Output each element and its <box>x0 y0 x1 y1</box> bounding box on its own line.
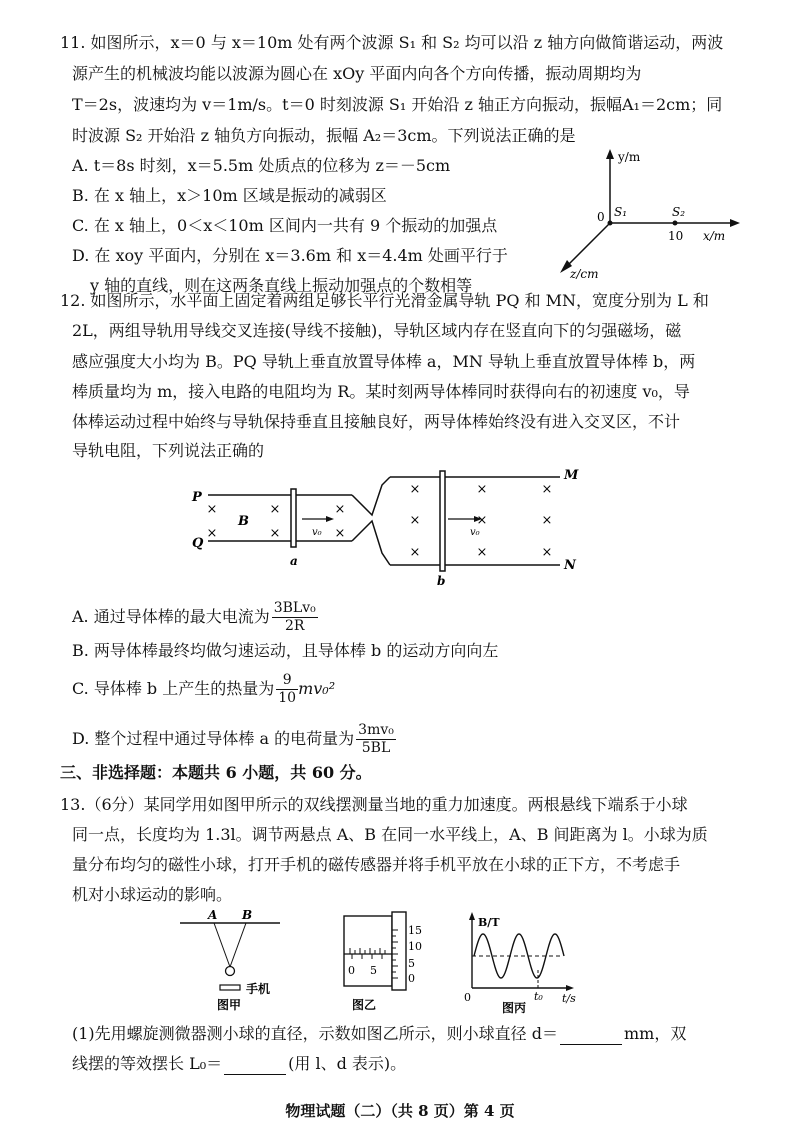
field-cross: × <box>409 513 421 528</box>
label-b: b <box>437 574 446 588</box>
tick-0: 0 <box>408 972 415 985</box>
tick-15: 15 <box>408 924 422 937</box>
q11-option-d-cont: y 轴的直线，则在这两条直线上振动加强点的个数相等 <box>90 276 473 295</box>
bing-t0: t₀ <box>534 990 543 1003</box>
z-axis-label: z/cm <box>570 267 599 281</box>
caption-jia: 图甲 <box>217 998 242 1012</box>
q12-option-a: A. 通过导体棒的最大电流为 $\frac{\text{3BLv₀}}{2R}$ <box>72 600 316 634</box>
field-cross: × <box>541 482 553 497</box>
bing-y-label: B/T <box>478 916 500 929</box>
answer-blank-L0[interactable] <box>224 1058 286 1075</box>
q12-line-4: 棒质量均为 m，接入电路的电阻均为 R。某时刻两导体棒同时获得向右的初速度 v₀，导 <box>72 382 690 401</box>
q11-option-d: D. 在 xoy 平面内，分别在 x＝3.6m 和 x＝4.4m 处画平行于 <box>72 246 508 265</box>
phone-shape <box>220 985 240 990</box>
q11-line-3: T＝2s，波速均为 v＝1m/s。t＝0 时刻波源 S₁ 开始沿 z 轴正方向振动，振幅A₁＝2cm；同 <box>72 95 723 114</box>
answer-blank-d[interactable] <box>560 1028 622 1045</box>
rod-a <box>291 489 296 547</box>
bing-x-label: t/s <box>562 992 576 1005</box>
label-N: N <box>564 558 576 573</box>
q12-line-2: 2L，两组导轨用导线交叉连接(导线不接触)，导轨区域内存在竖直向下的匀强磁场，磁 <box>72 321 682 340</box>
s2-label: S₂ <box>672 205 686 219</box>
x-axis-label: x/m <box>703 229 726 243</box>
field-cross: × <box>334 502 346 517</box>
field-cross: × <box>476 482 488 497</box>
tick-10-label: 10 <box>668 229 684 243</box>
bing-origin: 0 <box>464 991 471 1004</box>
label-A: A <box>208 908 218 922</box>
tick-10: 10 <box>408 940 422 953</box>
field-cross: × <box>409 482 421 497</box>
q12-rails-figure <box>190 465 590 590</box>
label-M: M <box>564 468 579 483</box>
label-Q: Q <box>192 536 204 551</box>
q13-sub1-line2: 线摆的等效摆长 L₀＝ (用 l、d 表示)。 <box>72 1054 407 1073</box>
q11-option-c: C. 在 x 轴上，0＜x＜10m 区间内一共有 9 个振动的加强点 <box>72 216 498 235</box>
field-cross: × <box>206 502 218 517</box>
label-v0-a: v₀ <box>312 527 322 538</box>
y-axis-label: y/m <box>618 150 641 164</box>
q13-sub1-line1: (1)先用螺旋测微器测小球的直径，示数如图乙所示，则小球直径 d＝ mm，双 <box>72 1024 687 1043</box>
rod-b <box>440 471 445 571</box>
q11-option-b: B. 在 x 轴上，x＞10m 区域是振动的减弱区 <box>72 186 387 205</box>
phone-label: 手机 <box>246 982 271 996</box>
field-cross: × <box>269 502 281 517</box>
fig-bing-graph <box>462 910 592 1015</box>
field-cross: × <box>269 526 281 541</box>
q13-line-1: 13.（6分）某同学用如图甲所示的双线摆测量当地的重力加速度。两根悬线下端系于小球 <box>60 795 688 814</box>
field-cross: × <box>409 545 421 560</box>
field-cross: × <box>476 513 488 528</box>
fig-yi-micrometer <box>330 910 440 1015</box>
label-B: B <box>238 514 249 529</box>
section-3-heading: 三、非选择题：本题共 6 小题，共 60 分。 <box>60 763 372 782</box>
main-scale-0: 0 <box>348 964 355 977</box>
q13-line-2: 同一点，长度均为 1.3l。调节两悬点 A、B 在同一水平线上，A、B 间距离为 l。小球为质 <box>72 825 708 844</box>
q12-line-6: 导轨电阻，下列说法正确的 <box>72 441 265 460</box>
q13-line-4: 机对小球运动的影响。 <box>72 885 233 904</box>
q12-line-1: 12. 如图所示，水平面上固定着两组足够长平行光滑金属导轨 PQ 和 MN，宽度分别为 L 和 <box>60 291 709 310</box>
q11-line-1: 11. 如图所示，x＝0 与 x＝10m 处有两个波源 S₁ 和 S₂ 均可以沿 z 轴方向做简谐运动，两波 <box>60 33 724 52</box>
s1-label: S₁ <box>614 205 628 219</box>
fig-jia-bifilar-pendulum <box>170 905 290 1015</box>
field-cross: × <box>541 513 553 528</box>
q12-option-c: C. 导体棒 b 上产生的热量为 $\frac{9}{10}$ mv₀² <box>72 672 336 706</box>
field-cross: × <box>334 526 346 541</box>
q11-line-2: 源产生的机械波均能以波源为圆心在 xOy 平面内向各个方向传播，振动周期均为 <box>72 64 642 83</box>
q11-line-4: 时波源 S₂ 开始沿 z 轴负方向振动，振幅 A₂＝3cm。下列说法正确的是 <box>72 126 576 145</box>
q12-option-d: D. 整个过程中通过导体棒 a 的电荷量为 $\frac{\text{3mv₀}}{5BL}$ <box>72 722 394 756</box>
q11-axes-figure <box>540 145 760 285</box>
ball <box>226 967 235 976</box>
label-v0-b: v₀ <box>470 527 480 538</box>
page-footer: 物理试题（二）（共 8 页）第 4 页 <box>285 1102 515 1120</box>
caption-yi: 图乙 <box>352 998 377 1012</box>
origin-label: 0 <box>597 210 605 224</box>
field-cross: × <box>476 545 488 560</box>
label-B: B <box>242 908 253 922</box>
field-cross: × <box>206 526 218 541</box>
label-P: P <box>192 490 202 505</box>
tick-5: 5 <box>408 957 415 970</box>
caption-bing: 图丙 <box>502 1001 527 1015</box>
main-scale-5: 5 <box>370 964 377 977</box>
q12-option-b: B. 两导体棒最终均做匀速运动，且导体棒 b 的运动方向向左 <box>72 641 499 660</box>
q12-line-3: 感应强度大小均为 B。PQ 导轨上垂直放置导体棒 a，MN 导轨上垂直放置导体棒 b，两 <box>72 352 696 371</box>
q13-line-3: 量分布均匀的磁性小球，打开手机的磁传感器并将手机平放在小球的正下方，不考虑手 <box>72 855 681 874</box>
field-cross: × <box>541 545 553 560</box>
q12-line-5: 体棒运动过程中始终与导轨保持垂直且接触良好，两导体棒始终没有进入交叉区，不计 <box>72 412 681 431</box>
label-a: a <box>290 554 298 568</box>
q11-option-a: A. t＝8s 时刻，x＝5.5m 处质点的位移为 z＝－5cm <box>72 156 451 175</box>
